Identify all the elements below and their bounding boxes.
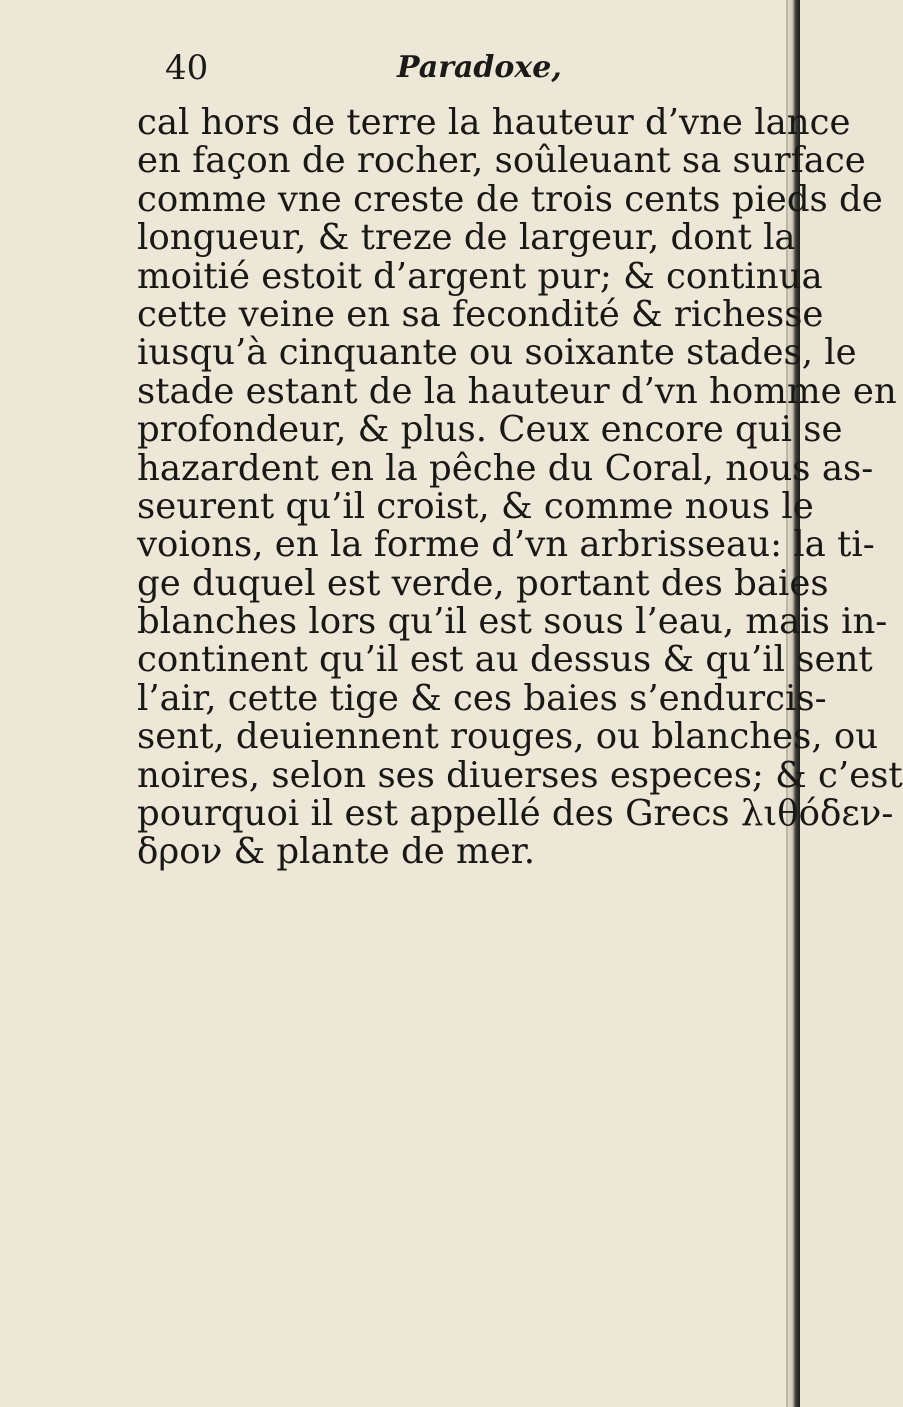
text-line: stade estant de la hauteur d’vn homme en — [137, 370, 897, 412]
text-line: cal hors de terre la hauteur d’vne lance — [137, 102, 851, 143]
text-line: seurent qu’il croist, & comme nous le — [137, 485, 814, 527]
text-line: en façon de rocher, soûleuant sa surface — [137, 140, 866, 182]
text-line: iusqu’à cinquante ou soixante stades, le — [137, 332, 857, 374]
text-line: voions, en la forme d’vn arbrisseau: la ti- — [137, 524, 875, 566]
text-line: hazardent en la pêche du Coral, nous as- — [137, 447, 874, 489]
body-text — [137, 102, 903, 873]
text-line: ge duquel est verde, portant des baies — [137, 562, 829, 604]
text-line: l’air, cette tige & ces baies s’endurcis- — [137, 677, 827, 719]
running-title: Paradoxe, — [397, 50, 562, 85]
text-line: continent qu’il est au dessus & qu’il sent — [137, 639, 873, 681]
text-line: blanches lors qu’il est sous l’eau, mais in- — [137, 601, 888, 643]
text-line: longueur, & treze de largeur, dont la — [137, 217, 796, 259]
text-line: sent, deuiennent rouges, ou blanches, ou — [137, 716, 879, 758]
text-line: comme vne creste de trois cents pieds de — [137, 178, 883, 220]
text-line: δρον & plante de mer. — [137, 831, 536, 873]
text-line: pourquoi il est appellé des Grecs λιθόδεν- — [137, 793, 894, 835]
page-number: 40 — [165, 48, 209, 88]
text-line: noires, selon ses diuerses especes; & c’est — [137, 754, 903, 796]
text-line: profondeur, & plus. Ceux encore qui se — [137, 409, 843, 451]
text-line: moitié estoit d’argent pur; & continua — [137, 255, 823, 297]
page-header — [165, 46, 585, 96]
text-line: cette veine en sa fecondité & richesse — [137, 293, 824, 335]
